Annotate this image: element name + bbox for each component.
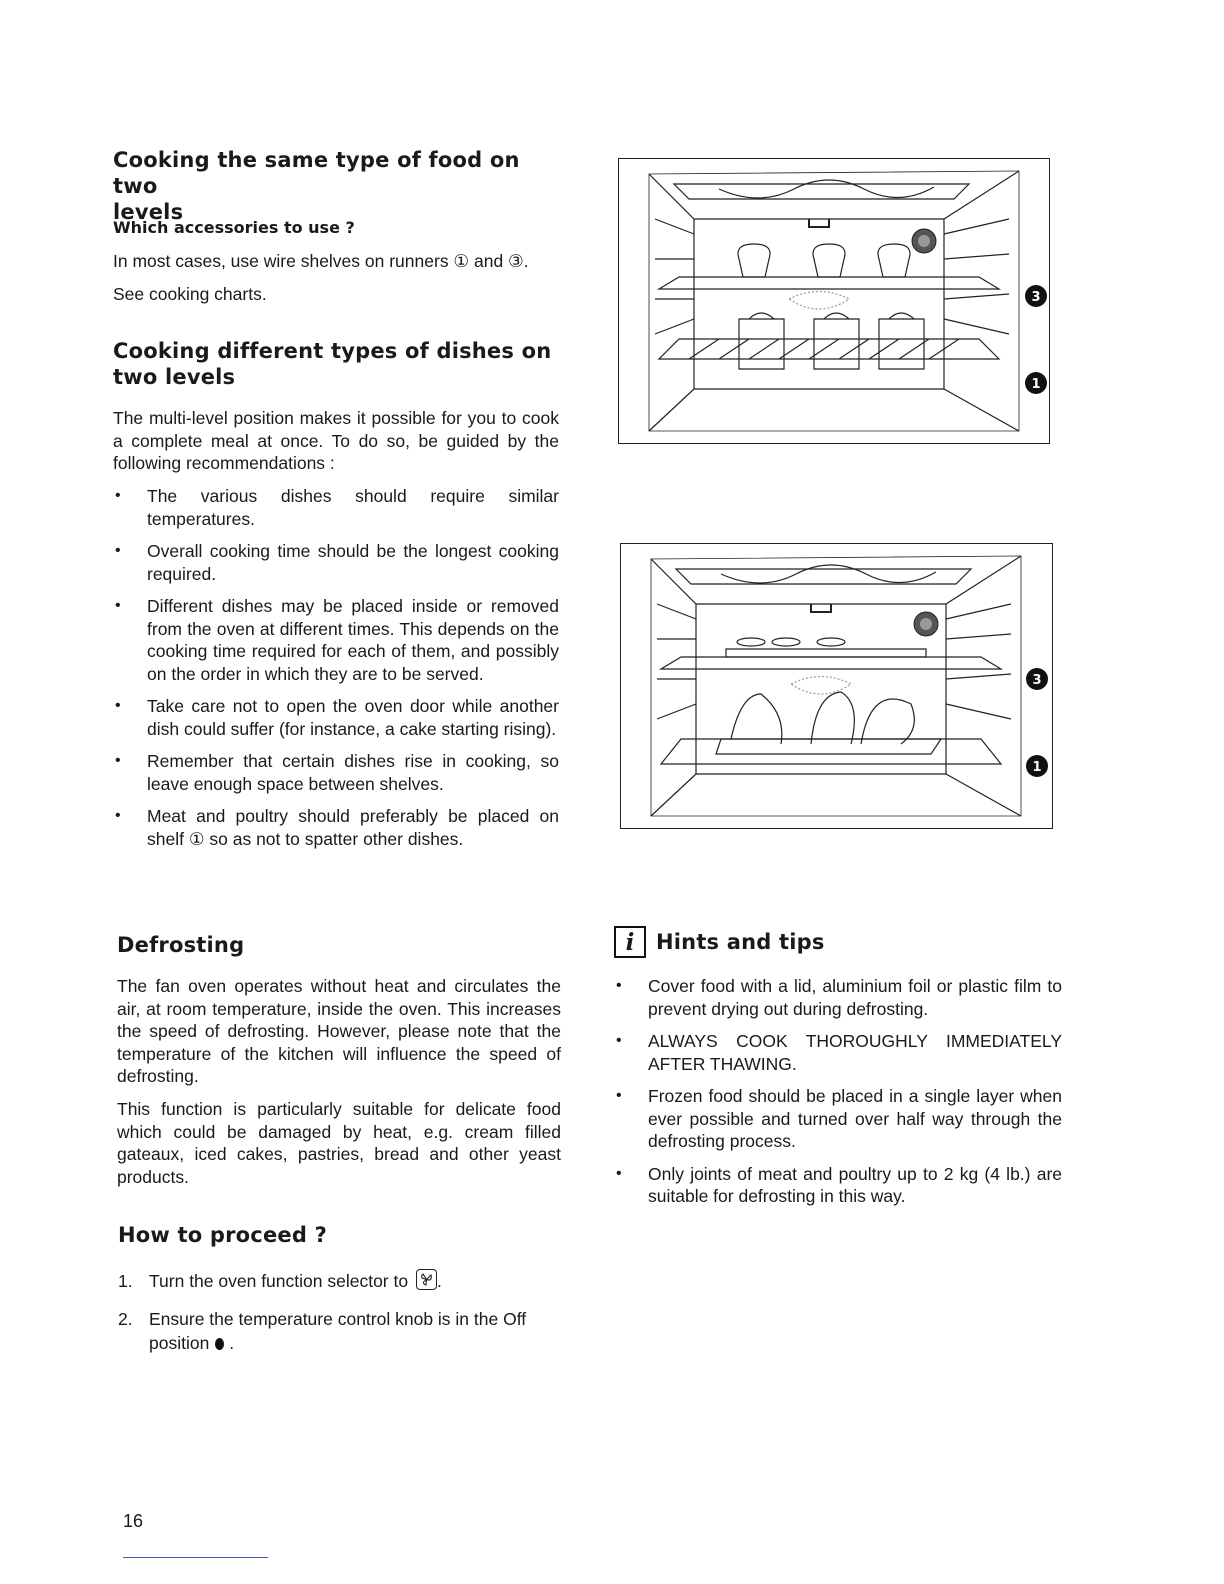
- off-position-dot-icon: [215, 1338, 224, 1350]
- list-item: [614, 1085, 1062, 1153]
- list-item-text: Frozen food should be placed in a single layer when ever possible and turned over half way through the defrosting process.: [648, 1086, 1062, 1151]
- info-icon-letter: i: [625, 929, 635, 956]
- list-item-text: The various dishes should require similar temperatures.: [147, 486, 559, 529]
- list-item: [113, 595, 559, 685]
- proceed-title: How to proceed ?: [118, 1223, 327, 1247]
- list-item: [614, 975, 1062, 1020]
- step-text-line-2: position: [149, 1333, 210, 1353]
- runner-1-label: 1: [1031, 377, 1041, 392]
- oven-figure-different-dishes: [620, 543, 1053, 829]
- bullet-dot: •: [115, 697, 121, 714]
- list-item: [614, 1030, 1062, 1075]
- bullet-dot: •: [616, 1164, 622, 1182]
- list-item: [113, 750, 559, 795]
- step-text: Turn the oven function selector to: [149, 1271, 409, 1291]
- list-item-text: Only joints of meat and poultry up to 2 kg (4 lb.) are suitable for defrosting in this way.: [648, 1163, 1062, 1206]
- info-icon: [614, 926, 646, 958]
- list-item-text: Different dishes may be placed inside or removed from the oven at different times. This depends on the cooking time required for each of them, and possibly on the order in which they are to be served.: [147, 596, 559, 684]
- fan-function-icon: [416, 1269, 437, 1290]
- list-item-text: Cover food with a lid, aluminium foil or plastic film to prevent drying out during defrosting.: [648, 976, 1062, 1019]
- section-different-dishes: [113, 338, 553, 390]
- list-item: [113, 540, 559, 585]
- oven-diagram: [619, 159, 1049, 443]
- runner-3-label: 3: [1032, 673, 1042, 688]
- title-line-1: Cooking the same type of food on two: [113, 148, 520, 198]
- proceed-steps: [113, 1269, 561, 1369]
- section-same-food: [113, 147, 553, 225]
- list-item-text: Remember that certain dishes rise in cooking, so leave enough space between shelves.: [147, 751, 559, 794]
- step-number: 1.: [118, 1271, 133, 1291]
- section-title: [113, 338, 553, 390]
- list-item-text: Meat and poultry should preferably be placed on shelf ① so as not to spatter other dishes.: [147, 806, 559, 849]
- step-item: 1. Turn the oven function selector to .: [118, 1271, 442, 1291]
- list-item-text: ALWAYS COOK THOROUGHLY IMMEDIATELY AFTER THAWING.: [648, 1031, 1062, 1074]
- page-number: 16: [123, 1511, 144, 1531]
- defrosting-para-1: The fan oven operates without heat and circulates the air, at room temperature, inside the oven. This increases the speed of defrosting. However, please note that the temperature of the kitchen will influence the speed of defrosting.: [117, 976, 561, 1086]
- hints-title: Hints and tips: [656, 930, 825, 954]
- oven-diagram: [621, 544, 1052, 828]
- bullet-dot: •: [115, 807, 121, 824]
- hints-list: [614, 975, 1062, 1218]
- subsection-title: Which accessories to use ?: [113, 218, 355, 237]
- recommendations-list: [113, 485, 559, 860]
- hints-section: [614, 926, 1074, 958]
- bullet-dot: •: [616, 977, 622, 994]
- step-item: 2. Ensure the temperature control knob is in the Off position .: [118, 1309, 527, 1353]
- bullet-dot: •: [115, 597, 121, 614]
- step-number: 2.: [118, 1309, 133, 1329]
- footer-rule: [123, 1557, 268, 1558]
- accessories-text: In most cases, use wire shelves on runners ① and ③.: [113, 251, 529, 271]
- title-line-1: Cooking different types of dishes on: [113, 339, 552, 363]
- subsection-accessories: [113, 218, 355, 238]
- title-line-2: levels: [113, 200, 184, 224]
- step-text-line-1: Ensure the temperature control knob is in the Off: [149, 1309, 527, 1329]
- title-line-2: two levels: [113, 365, 236, 389]
- list-item: [113, 805, 559, 850]
- list-item: [614, 1163, 1062, 1208]
- list-item-text: Overall cooking time should be the longest cooking required.: [147, 541, 559, 584]
- list-item: [113, 485, 559, 530]
- runner-3-label: 3: [1031, 290, 1041, 305]
- multi-level-intro: The multi-level position makes it possible for you to cook a complete meal at once. To do so, be guided by the following recommendations :: [113, 408, 559, 473]
- bullet-dot: •: [616, 1087, 622, 1104]
- bullet-dot: •: [115, 487, 121, 504]
- oven-figure-same-food: [618, 158, 1050, 444]
- runner-1-label: 1: [1032, 760, 1042, 775]
- defrosting-title: Defrosting: [117, 933, 245, 957]
- bullet-dot: •: [616, 1032, 622, 1049]
- bullet-dot: •: [115, 542, 121, 559]
- hints-header: [614, 926, 1074, 958]
- bullet-dot: •: [115, 752, 121, 769]
- see-charts-text: See cooking charts.: [113, 284, 267, 304]
- list-item-text: Take care not to open the oven door while another dish could suffer (for instance, a cake starting rising).: [147, 696, 559, 739]
- list-item: [113, 695, 559, 740]
- defrosting-para-2: This function is particularly suitable for delicate food which could be damaged by heat, e.g. cream filled gateaux, iced cakes, pastries, bread and other yeast products.: [117, 1099, 561, 1187]
- section-title: [113, 147, 553, 225]
